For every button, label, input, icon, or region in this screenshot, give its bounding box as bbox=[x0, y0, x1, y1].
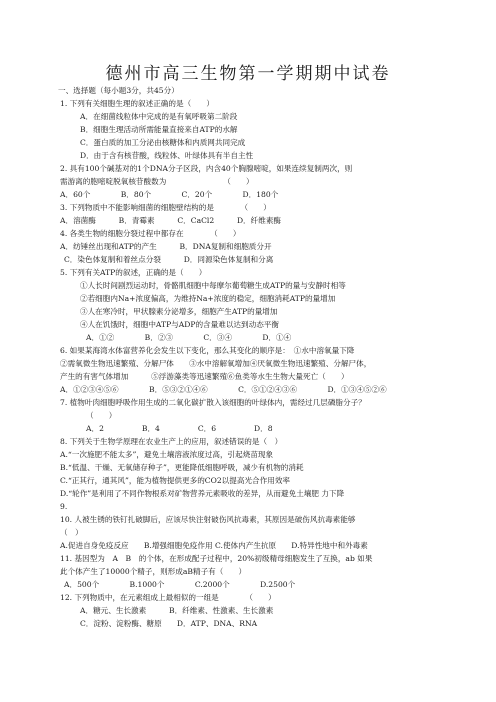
text-line: 产生的有害气体增加 ⑤浮游藻类等迅速繁殖⑥鱼类等水生生物大量死亡（ ） bbox=[60, 372, 349, 381]
text-line: 5. 下列有关ATP的叙述，正确的是（ ） bbox=[60, 268, 207, 277]
text-line: 12. 下列物质中，在元素组成上最相似的一组是 （ ） bbox=[60, 593, 276, 602]
text-line: A．①②③④⑤⑥ B．⑤③②①④⑥ C．⑤①②④③⑥ D．①③④⑤②⑥ bbox=[60, 385, 387, 394]
text-line: 9. bbox=[60, 502, 68, 511]
text-line: A．纺锤丝出现和ATP的产生 B．DNA复制和细胞质分开 bbox=[60, 242, 272, 251]
text-line: ①人长时间剧烈运动时，骨骼肌细胞中每摩尔葡萄糖生成ATP的量与安静时相等 bbox=[80, 281, 346, 290]
text-line: 6. 如果某海湾水体富营养化会发生以下变化，那么其变化的顺序是： ①水中溶氧量下降 bbox=[60, 346, 355, 355]
text-line: 1. 下列有关细胞生理的叙述正确的是（ ） bbox=[60, 99, 214, 108]
text-line: 7. 植物叶肉细胞呼吸作用生成的二氧化碳扩散入该细胞的叶绿体内，需经过几层磷脂分子？ bbox=[60, 398, 366, 407]
text-line: ④人在饥饿时，细胞中ATP与ADP的含量难以达到动态平衡 bbox=[80, 320, 279, 329]
text-line: ③人在寒冷时，甲状腺素分泌增多，细胞产生ATP的量增加 bbox=[80, 307, 278, 316]
text-line: C．淀粉、淀粉酶、糖原 D．ATP、DNA、RNA bbox=[80, 619, 258, 628]
text-line: A.“一次施肥不能太多”，避免土壤溶液浓度过高，引起烧苗现象 bbox=[60, 450, 274, 459]
text-line: ②需氧微生物迅速繁殖、分解尸体 ③水中溶解氧增加④厌氧微生物迅速繁殖、分解尸体， bbox=[60, 359, 372, 368]
text-line: C．蛋白质的加工分泌由核糖体和内质网共同完成 bbox=[80, 138, 246, 147]
text-line: 一、选择题（每小题3分，共45分） bbox=[58, 86, 179, 95]
text-line: A．糖元、生长激素 B．纤维素、性激素、生长激素 bbox=[80, 606, 274, 615]
text-line: 10. 人被生锈的铁钉扎破脚后，应该尽快注射破伤风抗毒素，其原因是破伤风抗毒素能够 bbox=[60, 515, 356, 524]
text-line: 2. 具有100个碱基对的1个DNA分子区段，内含40个胸腺嘧啶，如果连续复制两次，则 bbox=[60, 164, 353, 173]
text-line: 此个体产生了10000个精子，则形成aB精子有（ ） bbox=[60, 567, 247, 576]
text-line: D．由于含有核苷酸，线粒体、叶绿体具有半自主性 bbox=[80, 151, 254, 160]
text-line: A．500个 B.1000个 C.2000个 D.2500个 bbox=[64, 580, 296, 589]
text-line: A．2 B．4 C．6 D．8 bbox=[86, 424, 273, 433]
text-line: 需游离的胞嘧啶脱氧核苷酸数为 （ ） bbox=[60, 177, 254, 186]
text-line: （ ） bbox=[60, 528, 83, 537]
text-line: A．在细菌线粒体中完成的是有氧呼吸第二阶段 bbox=[80, 112, 238, 121]
text-line: （ ） bbox=[86, 411, 117, 420]
text-line: A．①② B．②③ C．③④ D．①④ bbox=[86, 333, 292, 342]
text-line: C．染色体复制和着丝点分裂 D．同源染色体复制和分离 bbox=[64, 255, 274, 264]
exam-title: 德州市高三生物第一学期期中试卷 bbox=[105, 64, 391, 84]
text-line: 11. 基因型为 A B 的个体，在形成配子过程中，20%初级精母细胞发生了互换，ab 如果 bbox=[60, 554, 373, 563]
text-line: ②若细胞内Na+浓度偏高，为维持Na+浓度的稳定，细胞消耗ATP的量增加 bbox=[80, 294, 336, 303]
text-line: A．60个 B．80个 C．20个 D．180个 bbox=[60, 190, 279, 199]
text-line: 4. 各类生物的细胞分裂过程中都存在 （ ） bbox=[60, 229, 241, 238]
text-line: C.“正其行，通其风”，能为植物提供更多的CO2以提高光合作用效率 bbox=[60, 476, 291, 485]
text-line: B.“低温、干燥、无氧储存种子”，更能降低细胞呼吸，减少有机物的消耗 bbox=[60, 463, 304, 472]
text-line: A.促进自身免疫反应 B.增强细胞免疫作用 C.使体内产生抗原 D.特异性地中和外毒素 bbox=[60, 541, 368, 550]
text-line: B．细胞生理活动所需能量直接来自ATP的水解 bbox=[80, 125, 238, 134]
text-line: A．溶菌酶 B．青霉素 C．CaCl2 D．纤维素酶 bbox=[60, 216, 282, 225]
text-line: 3. 下列物质中不能影响细菌的细胞壁结构的是 （ ） bbox=[60, 203, 271, 212]
text-line: 8. 下列关于生物学原理在农业生产上的应用，叙述错误的是（ ） bbox=[60, 437, 283, 446]
text-line: D.“轮作”是利用了不同作物根系对矿物营养元素吸收的差异，从而避免土壤肥 力下降 bbox=[60, 489, 345, 498]
